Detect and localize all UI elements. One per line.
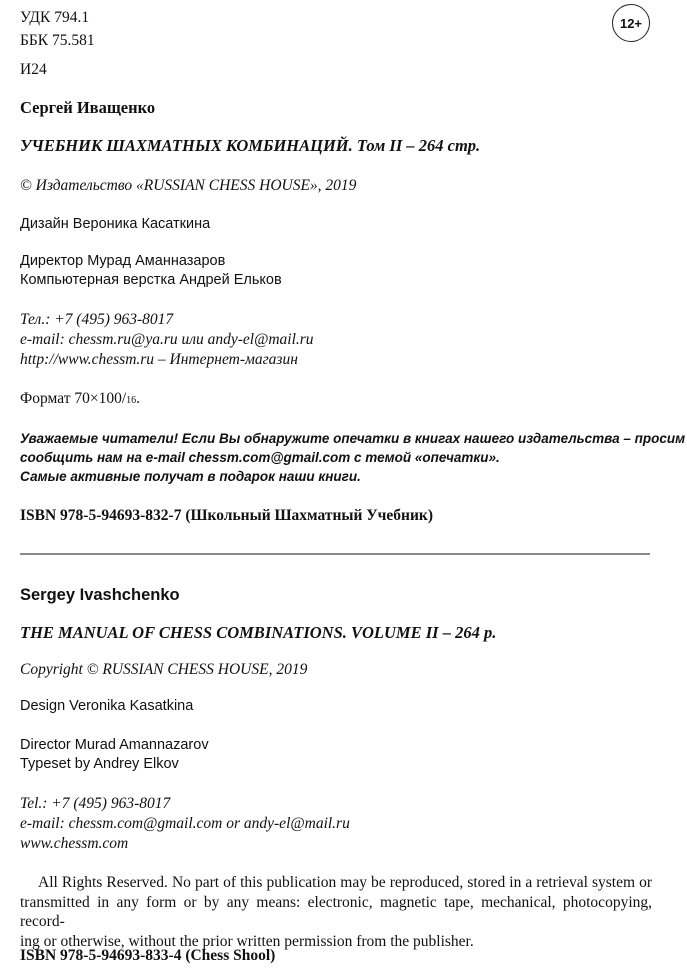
ru-website: http://www.chessm.ru – Интернет-магазин	[20, 351, 298, 368]
udk-code: УДК 794.1	[20, 9, 90, 26]
ru-director-credit: Директор Мурад Аманназаров	[20, 253, 226, 269]
en-author: Sergey Ivashchenko	[20, 586, 180, 604]
ru-author: Сергей Иващенко	[20, 98, 156, 117]
en-rights-paragraph	[20, 873, 652, 951]
en-phone: Tel.: +7 (495) 963-8017	[20, 795, 171, 812]
bbk-code: ББК 75.581	[20, 32, 95, 49]
format-main: Формат 70×100/	[20, 390, 127, 407]
en-title: THE MANUAL OF CHESS COMBINATIONS. VOLUME II – 264 p.	[20, 623, 497, 642]
en-website: www.chessm.com	[20, 835, 129, 852]
en-copyright: Copyright © RUSSIAN CHESS HOUSE, 2019	[20, 661, 308, 678]
ru-notice-line-2: сообщить нам на e-mail chessm.com@gmail.com с темой «опечатки».	[20, 450, 500, 465]
ru-notice-line-1: Уважаемые читатели! Если Вы обнаружите опечатки в книгах нашего издательства – просим	[20, 431, 686, 446]
en-typeset-credit: Typeset by Andrey Elkov	[20, 756, 179, 772]
ru-format	[20, 389, 140, 410]
en-director-credit: Director Murad Amannazarov	[20, 737, 209, 753]
ru-typeset-credit: Компьютерная верстка Андрей Ельков	[20, 272, 282, 288]
ru-phone: Тел.: +7 (495) 963-8017	[20, 311, 174, 328]
en-design-credit: Design Veronika Kasatkina	[20, 698, 194, 714]
ru-email: e-mail: chessm.ru@ya.ru или andy-el@mail.ru	[20, 331, 314, 348]
ru-isbn: ISBN 978-5-94693-832-7 (Школьный Шахматный Учебник)	[20, 507, 433, 524]
en-isbn: ISBN 978-5-94693-833-4 (Chess Shool)	[20, 947, 276, 964]
author-mark: И24	[20, 61, 47, 78]
rights-line-3: ing or otherwise, without the prior written permission from the publisher.	[20, 932, 474, 950]
format-end: .	[136, 390, 141, 407]
ru-title: УЧЕБНИК ШАХМАТНЫХ КОМБИНАЦИЙ. Том II – 264 стр.	[20, 136, 481, 155]
ru-notice-line-3: Самые активные получат в подарок наши книги.	[20, 469, 361, 484]
rights-line-2: transmitted in any form or by any means: electronic, magnetic tape, mechanical, photocopying, record-	[20, 893, 652, 930]
ru-copyright: © Издательство «RUSSIAN CHESS HOUSE», 2019	[20, 177, 357, 194]
rights-line-1: All Rights Reserved. No part of this publication may be reproduced, stored in a retrieval system or	[38, 874, 652, 891]
ru-design-credit: Дизайн Вероника Касаткина	[20, 216, 211, 232]
age-rating-badge: 12+	[612, 4, 650, 42]
format-sub: 16	[126, 395, 137, 406]
en-email: e-mail: chessm.com@gmail.com or andy-el@mail.ru	[20, 815, 350, 832]
section-divider	[20, 553, 650, 555]
